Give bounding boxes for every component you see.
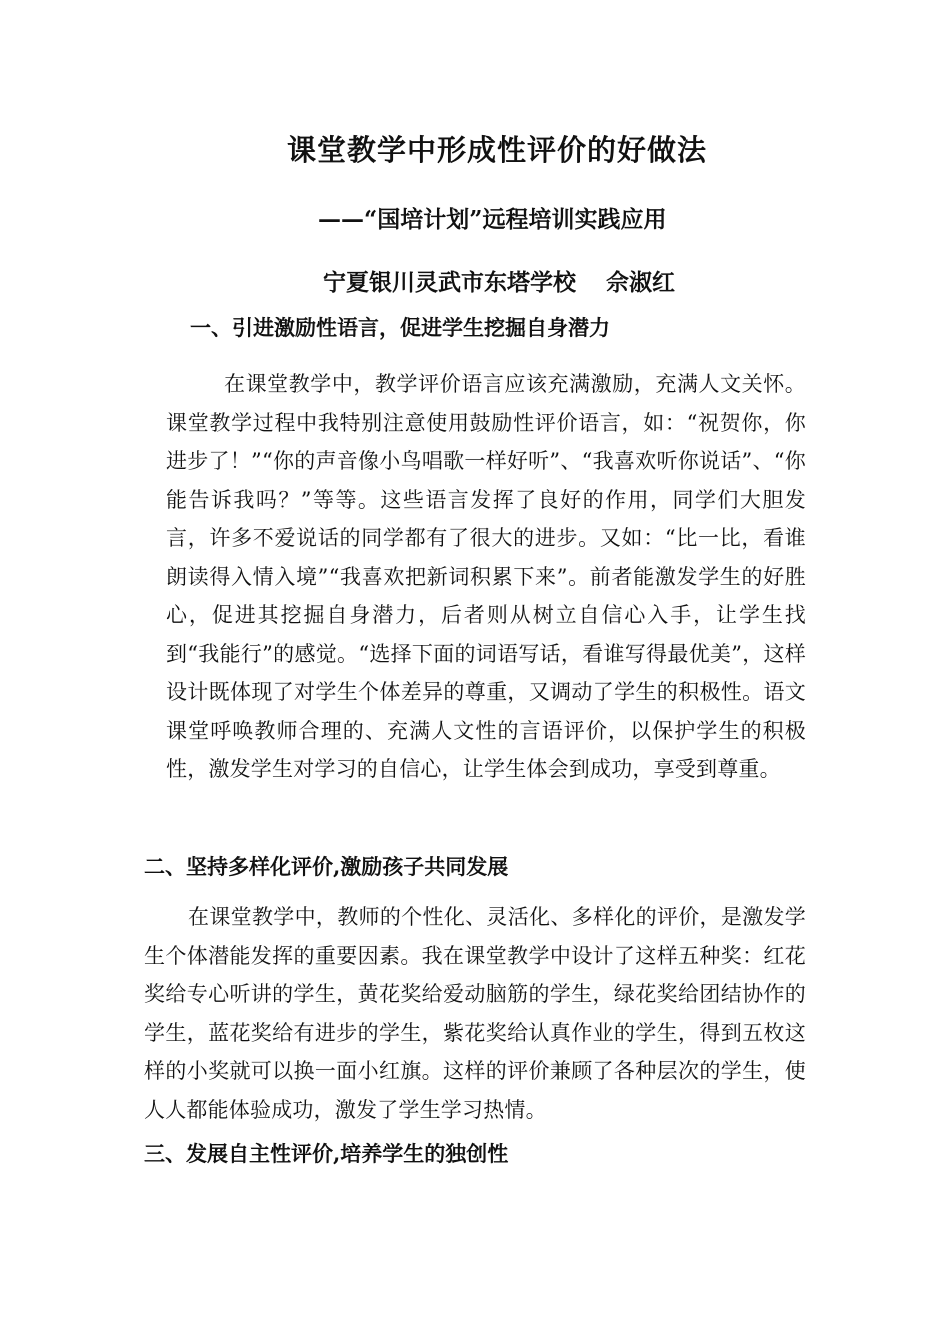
- author-line: [323, 263, 675, 303]
- section-heading-1: 一、引进激励性语言，促进学生挖掘自身潜力: [190, 315, 610, 340]
- section-heading-3: 三、发展自主性评价,培养学生的独创性: [144, 1141, 509, 1166]
- author-name: 佘淑红: [606, 269, 675, 296]
- author-school: 宁夏银川灵武市东塔学校: [323, 269, 576, 296]
- section-paragraph-1: 在课堂教学中，教学评价语言应该充满激励，充满人文关怀。课堂教学过程中我特别注意使用鼓励性评价语言，如：“祝贺你，你进步了！”“你的声音像小鸟唱歌一样好听”、“我喜欢听你说话”、“你能告诉我吗？”等等。这些语言发挥了良好的作用，同学们大胆发言，许多不爱说话的同学都有了很大的进步。又如：“比一比，看谁朗读得入情入境”“我喜欢把新词积累下来”。前者能激发学生的好胜心，促进其挖掘自身潜力，后者则从树立自信心入手，让学生找到“我能行”的感觉。“选择下面的词语写话，看谁写得最优美”，这样设计既体现了对学生个体差异的尊重，又调动了学生的积极性。语文课堂呼唤教师合理的、充满人文性的言语评价，以保护学生的积极性，激发学生对学习的自信心，让学生体会到成功，享受到尊重。: [166, 372, 806, 781]
- section-paragraph-2: 在课堂教学中，教师的个性化、灵活化、多样化的评价，是激发学生个体潜能发挥的重要因素。我在课堂教学中设计了这样五种奖：红花奖给专心听讲的学生，黄花奖给爱动脑筋的学生，绿花奖给团结协作的学生，蓝花奖给有进步的学生，紫花奖给认真作业的学生，得到五枚这样的小奖就可以换一面小红旗。这样的评价兼顾了各种层次的学生，使人人都能体验成功，激发了学生学习热情。: [144, 905, 806, 1122]
- section-heading-2: 二、坚持多样化评价,激励孩子共同发展: [144, 854, 509, 879]
- document-title: 课堂教学中形成性评价的好做法: [286, 133, 707, 167]
- document-subtitle: ——“国培计划”远程培训实践应用: [318, 206, 667, 233]
